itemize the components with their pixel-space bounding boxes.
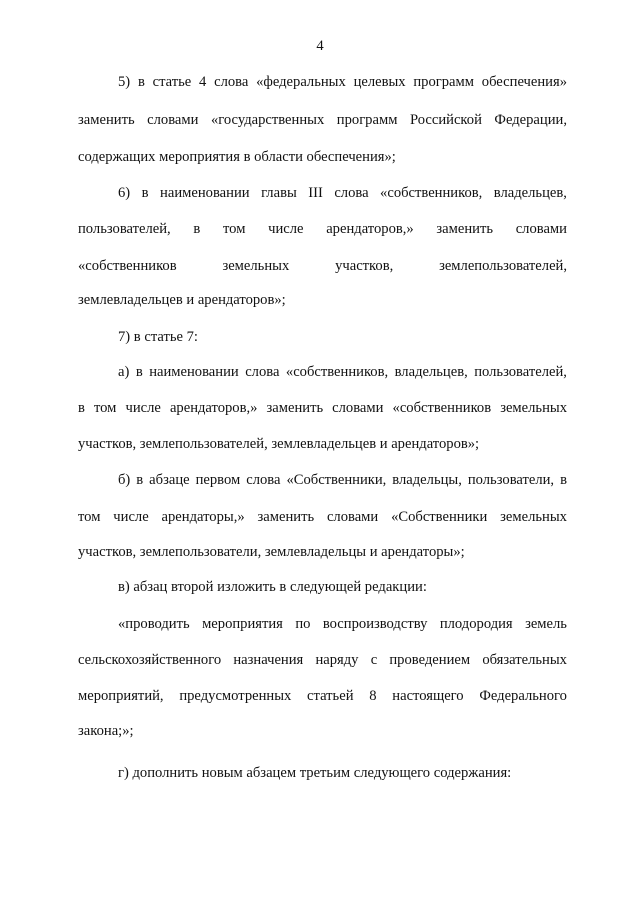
quote-line-2: сельскохозяйственного назначения наряду с проведением обязательных (78, 652, 567, 668)
paragraph-5-line-1: 5) в статье 4 слова «федеральных целевых программ обеспечения» (118, 74, 567, 90)
subparagraph-a-line-3: участков, землепользователей, землевладельцев и арендаторов»; (78, 436, 480, 452)
subparagraph-b-line-2: том числе арендаторы,» заменить словами «Собственники земельных (78, 509, 567, 525)
paragraph-6-line-3: «собственников земельных участков, землепользователей, (78, 258, 567, 274)
paragraph-6-line-1: 6) в наименовании главы III слова «собственников, владельцев, (118, 185, 567, 201)
paragraph-6-line-2: пользователей, в том числе арендаторов,» заменить словами (78, 221, 567, 237)
subparagraph-b-line-3: участков, землепользователи, землевладельцы и арендаторы»; (78, 544, 465, 560)
quote-line-1: «проводить мероприятия по воспроизводству плодородия земель (118, 616, 567, 632)
subparagraph-b-line-1: б) в абзаце первом слова «Собственники, владельцы, пользователи, в (118, 472, 567, 488)
subparagraph-a-line-1: а) в наименовании слова «собственников, владельцев, пользователей, (118, 364, 567, 380)
quote-line-3: мероприятий, предусмотренных статьей 8 настоящего Федерального (78, 688, 567, 704)
page-number: 4 (316, 38, 324, 54)
paragraph-7-line-1: 7) в статье 7: (118, 329, 198, 345)
quote-line-4: закона;»; (78, 723, 134, 739)
paragraph-6-line-4: землевладельцев и арендаторов»; (78, 292, 286, 308)
paragraph-5-line-2: заменить словами «государственных программ Российской Федерации, (78, 112, 567, 128)
subparagraph-v-line-1: в) абзац второй изложить в следующей редакции: (118, 579, 427, 595)
paragraph-5-line-3: содержащих мероприятия в области обеспечения»; (78, 149, 396, 165)
subparagraph-g-line-1: г) дополнить новым абзацем третьим следующего содержания: (118, 765, 512, 781)
subparagraph-a-line-2: в том числе арендаторов,» заменить словами «собственников земельных (78, 400, 567, 416)
